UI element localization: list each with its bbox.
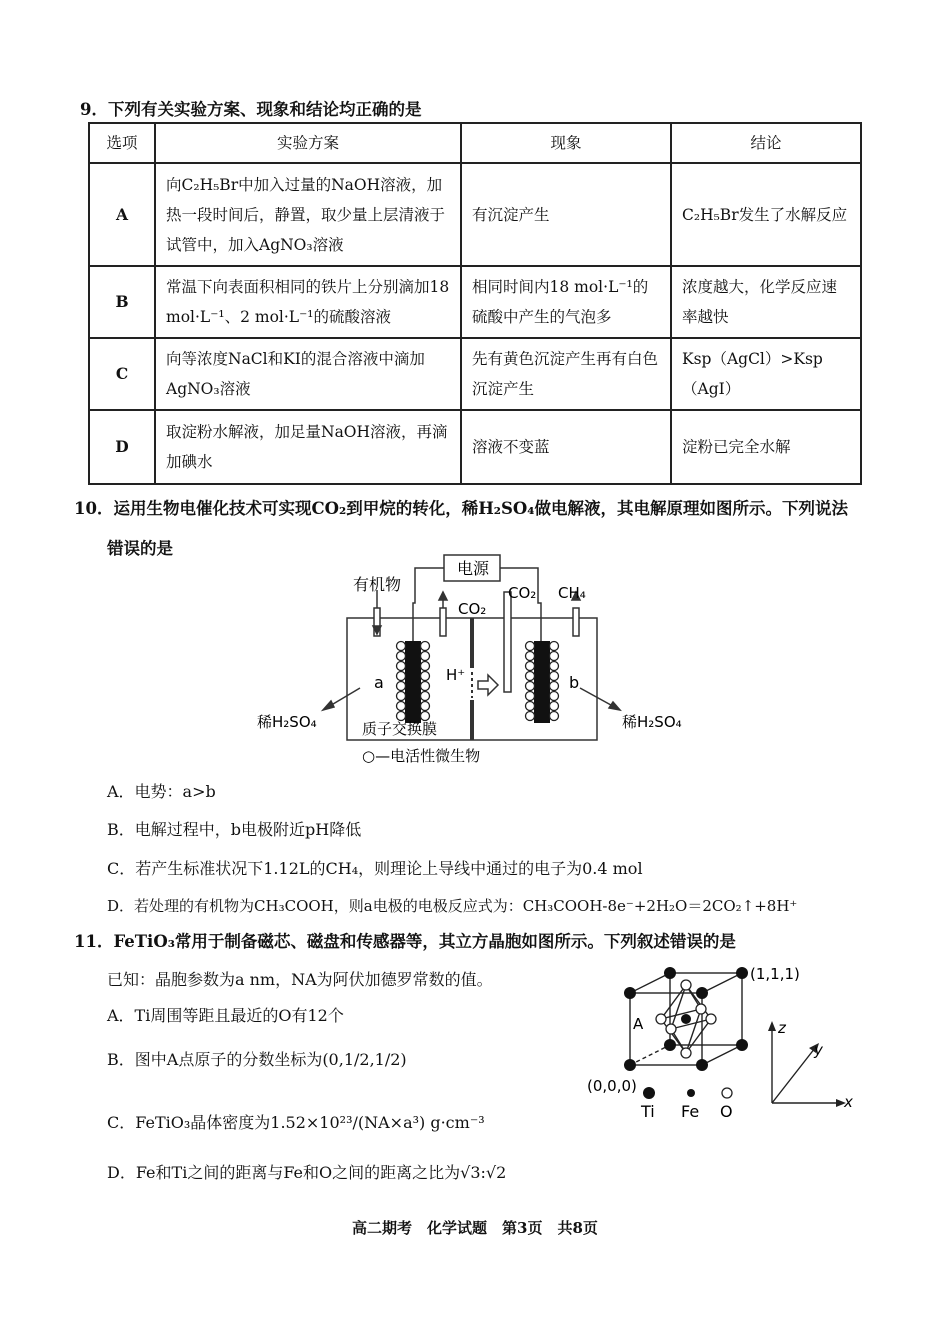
- legend-o-dot: [722, 1088, 732, 1098]
- table-header-row: [89, 123, 861, 163]
- table-header-option: 选项: [89, 123, 155, 163]
- row-label: D: [89, 410, 155, 484]
- point-a-label: A: [633, 1015, 644, 1033]
- row-conclusion: 淀粉已完全水解: [671, 410, 861, 484]
- table-row: [89, 266, 861, 338]
- q10-option-a: A．电势：a>b: [107, 782, 216, 801]
- organic-label: 有机物: [353, 575, 402, 594]
- table-row: [89, 410, 861, 484]
- q10-option-b: B．电解过程中，b电极附近pH降低: [107, 820, 362, 839]
- q11-option-c: C．FeTiO₃晶体密度为1.52×10²³/(NA×a³) g·cm⁻³: [107, 1113, 485, 1132]
- q11-option-a: A．Ti周围等距且最近的O有12个: [107, 1006, 344, 1025]
- row-phenomenon: 相同时间内18 mol·L⁻¹的硫酸中产生的气泡多: [461, 266, 671, 338]
- axis-z-label: z: [778, 1019, 786, 1037]
- row-conclusion: C₂H₅Br发生了水解反应: [671, 163, 861, 266]
- microbe-legend: ○—电活性微生物: [362, 747, 481, 765]
- q11-option-b: B．图中A点原子的分数坐标为(0,1/2,1/2): [107, 1050, 407, 1069]
- electrolysis-diagram: [250, 548, 710, 770]
- q11-stem: 11．FeTiO₃常用于制备磁芯、磁盘和传感器等，其立方晶胞如图所示。下列叙述错误的是: [74, 932, 736, 951]
- legend-ti-label: Ti: [641, 1102, 655, 1121]
- row-phenomenon: 有沉淀产生: [461, 163, 671, 266]
- q10-option-d: D．若处理的有机物为CH₃COOH，则a电极的电极反应式为：CH₃COOH-8e⁻+2H₂O＝2CO₂↑+8H⁺: [107, 897, 798, 915]
- left-acid-label: 稀H₂SO₄: [257, 713, 317, 731]
- q10-option-c: C．若产生标准状况下1.12L的CH₄，则理论上导线中通过的电子为0.4 mol: [107, 859, 643, 878]
- table-header-conclusion: 结论: [671, 123, 861, 163]
- hplus-arrow: [478, 675, 498, 695]
- right-acid-label: 稀H₂SO₄: [622, 713, 682, 731]
- corner-label-111: (1,1,1): [750, 965, 800, 983]
- row-plan: 向C₂H₅Br中加入过量的NaOH溶液，加热一段时间后，静置，取少量上层清液于试管中，加入AgNO₃溶液: [155, 163, 461, 266]
- table-header-phenomenon: 现象: [461, 123, 671, 163]
- legend-fe-label: Fe: [681, 1102, 700, 1121]
- fe-atom: [681, 1014, 691, 1024]
- q9-stem: 9．下列有关实验方案、现象和结论均正确的是: [80, 100, 422, 119]
- axis-y-label: y: [814, 1041, 823, 1059]
- co2-right-tube: [504, 592, 511, 692]
- power-label: 电源: [457, 559, 490, 578]
- ch4-label: CH₄: [558, 584, 586, 602]
- table-header-plan: 实验方案: [155, 123, 461, 163]
- page-footer: 高二期考 化学试题 第3页 共8页: [352, 1219, 598, 1237]
- q10-stem-continued: 错误的是: [107, 539, 173, 558]
- axis-x-label: x: [844, 1093, 853, 1111]
- row-phenomenon: 溶液不变蓝: [461, 410, 671, 484]
- q11-option-d: D．Fe和Ti之间的距离与Fe和O之间的距离之比为√3:√2: [107, 1163, 507, 1182]
- co2-left-label: CO₂: [458, 600, 487, 618]
- row-label: B: [89, 266, 155, 338]
- co2-right-label: CO₂: [508, 584, 537, 602]
- row-label: C: [89, 338, 155, 410]
- row-phenomenon: 先有黄色沉淀产生再有白色沉淀产生: [461, 338, 671, 410]
- hplus-label: H⁺: [446, 666, 466, 684]
- q10-stem: 10．运用生物电催化技术可实现CO₂到甲烷的转化，稀H₂SO₄做电解液，其电解原理如图所示。下列说法: [74, 499, 849, 518]
- row-conclusion: Ksp（AgCl）>Ksp（AgI）: [671, 338, 861, 410]
- legend-o-label: O: [720, 1102, 733, 1121]
- q11-given: 已知：晶胞参数为a nm，NA为阿伏加德罗常数的值。: [107, 970, 493, 989]
- row-conclusion: 浓度越大，化学反应速率越快: [671, 266, 861, 338]
- legend-fe-dot: [687, 1089, 695, 1097]
- row-plan: 向等浓度NaCl和KI的混合溶液中滴加AgNO₃溶液: [155, 338, 461, 410]
- electrode-b: [534, 641, 550, 723]
- crystal-cell-figure: [585, 955, 875, 1125]
- legend-ti-dot: [643, 1087, 655, 1099]
- membrane-label: 质子交换膜: [362, 720, 438, 738]
- corner-label-000: (0,0,0): [587, 1077, 637, 1095]
- electrode-b-label: b: [569, 673, 580, 692]
- row-plan: 取淀粉水解液，加足量NaOH溶液，再滴加碘水: [155, 410, 461, 484]
- row-plan: 常温下向表面积相同的铁片上分别滴加18 mol·L⁻¹、2 mol·L⁻¹的硫酸溶液: [155, 266, 461, 338]
- co2-left-outlet: [440, 608, 446, 636]
- electrode-a-label: a: [374, 673, 384, 692]
- ch4-outlet: [573, 608, 579, 636]
- q9-table: [88, 122, 862, 485]
- table-row: [89, 338, 861, 410]
- table-row: [89, 163, 861, 266]
- electrode-a: [405, 641, 421, 723]
- row-label: A: [89, 163, 155, 266]
